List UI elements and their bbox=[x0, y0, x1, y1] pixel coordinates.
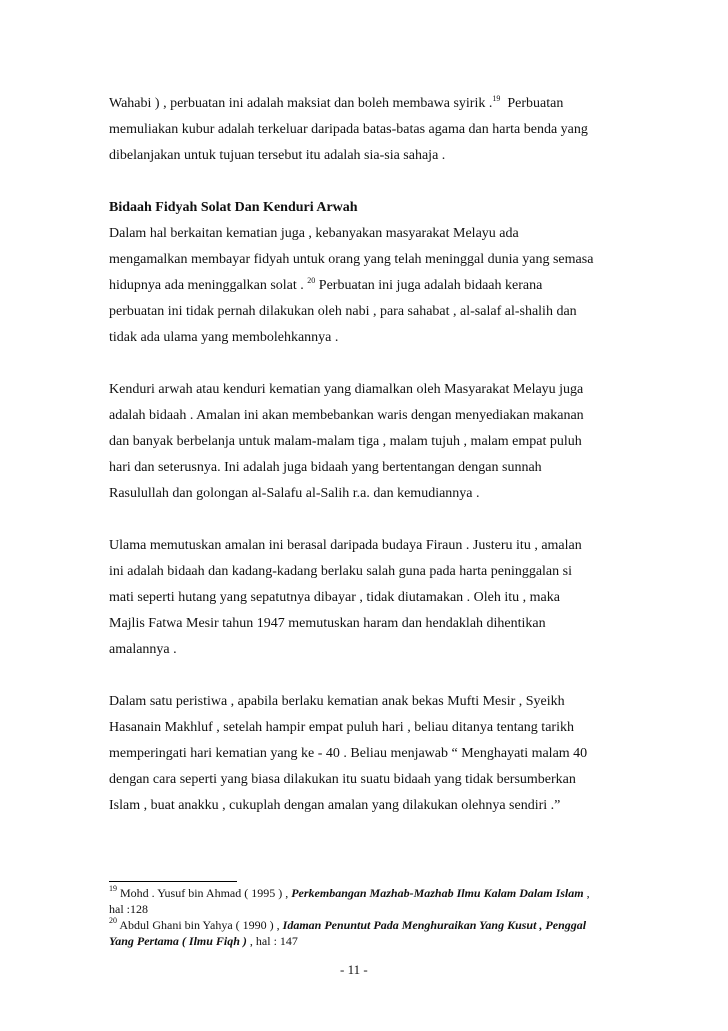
paragraph-line: memperingati hari kematian yang ke - 40 . Beliau menjawab “ Menghayati malam 40 bbox=[109, 746, 588, 761]
paragraph-line: Islam , buat anakku , cukuplah dengan amalan yang dilakukan olehnya sendiri .” bbox=[109, 798, 561, 813]
footnote-text: , hal : 147 bbox=[249, 934, 298, 948]
footnote-title: Perkembangan Mazhab-Mazhab Ilmu Kalam Dalam Islam bbox=[291, 886, 584, 900]
footnote-19 bbox=[109, 885, 629, 901]
paragraph-line: Rasulullah dan golongan al-Salafu al-Salih r.a. dan kemudiannya . bbox=[109, 486, 480, 501]
footnote-text: Abdul Ghani bin Yahya ( 1990 ) , bbox=[119, 918, 280, 932]
footnote-20 bbox=[109, 917, 629, 933]
paragraph-line: dengan cara seperti yang biasa dilakukan itu suatu bidaah yang tidak bersumberkan bbox=[109, 772, 576, 787]
paragraph-line: Dalam hal berkaitan kematian juga , kebanyakan masyarakat Melayu ada bbox=[109, 226, 519, 241]
footnote-title: Yang Pertama ( Ilmu Fiqh ) bbox=[109, 934, 247, 948]
paragraph-line: adalah bidaah . Amalan ini akan membebankan waris dengan menyediakan makanan bbox=[109, 408, 584, 423]
footnote-20-line2 bbox=[109, 933, 629, 949]
paragraph-line: dan banyak berbelanja untuk malam-malam tiga , malam tujuh , malam empat puluh bbox=[109, 434, 582, 449]
paragraph-line bbox=[109, 91, 629, 117]
paragraph-line: dibelanjakan untuk tujuan tersebut itu adalah sia-sia sahaja . bbox=[109, 148, 446, 163]
text-span: Wahabi ) , perbuatan ini adalah maksiat dan boleh membawa syirik . bbox=[109, 96, 493, 111]
footnote-text: Mohd . Yusuf bin Ahmad ( 1995 ) , bbox=[120, 886, 289, 900]
footnote-divider bbox=[109, 881, 237, 882]
paragraph-line: mati seperti hutang yang sepatutnya dibayar , tidak diutamakan . Oleh itu , maka bbox=[109, 590, 560, 605]
footnote-title: Idaman Penuntut Pada Menghuraikan Yang Kusut , Penggal bbox=[282, 918, 587, 932]
paragraph-line: Majlis Fatwa Mesir tahun 1947 memutuskan haram dan hendaklah dihentikan bbox=[109, 616, 546, 631]
section-heading: Bidaah Fidyah Solat Dan Kenduri Arwah bbox=[109, 200, 358, 215]
paragraph-line: tidak ada ulama yang membolehkannya . bbox=[109, 330, 339, 345]
text-span: Perbuatan bbox=[507, 96, 564, 111]
paragraph-line: hari dan seterusnya. Ini adalah juga bidaah yang bertentangan dengan sunnah bbox=[109, 460, 542, 475]
paragraph-line: memuliakan kubur adalah terkeluar daripada batas-batas agama dan harta benda yang bbox=[109, 122, 588, 137]
paragraph-line: perbuatan ini tidak pernah dilakukan oleh nabi , para sahabat , al-salaf al-shalih dan bbox=[109, 304, 577, 319]
text-span: Perbuatan ini juga adalah bidaah kerana bbox=[318, 278, 543, 293]
paragraph-line: Kenduri arwah atau kenduri kematian yang diamalkan oleh Masyarakat Melayu juga bbox=[109, 382, 584, 397]
paragraph-line: Hasanain Makhluf , setelah hampir empat puluh hari , beliau ditanya tentang tarikh bbox=[109, 720, 574, 735]
footnote-number: 19 bbox=[109, 884, 117, 893]
paragraph-line: mengamalkan membayar fidyah untuk orang yang telah meninggal dunia yang semasa bbox=[109, 252, 594, 267]
footnote-19-line2: hal :128 bbox=[109, 902, 148, 916]
footnote-ref: 19 bbox=[492, 94, 501, 103]
footnote-ref: 20 bbox=[307, 276, 316, 285]
footnote-text: , bbox=[586, 886, 590, 900]
paragraph-line: Ulama memutuskan amalan ini berasal daripada budaya Firaun . Justeru itu , amalan bbox=[109, 538, 582, 553]
page-number: - 11 - bbox=[340, 962, 368, 977]
page-body bbox=[109, 91, 629, 819]
paragraph-line: ini adalah bidaah dan kadang-kadang berlaku salah guna pada harta peninggalan si bbox=[109, 564, 572, 579]
paragraph-line: Dalam satu peristiwa , apabila berlaku kematian anak bekas Mufti Mesir , Syeikh bbox=[109, 694, 565, 709]
text-span: hidupnya ada meninggalkan solat . bbox=[109, 278, 304, 293]
footnotes bbox=[109, 885, 629, 949]
paragraph-line bbox=[109, 273, 629, 299]
footnote-number: 20 bbox=[109, 916, 117, 925]
paragraph-line: amalannya . bbox=[109, 642, 177, 657]
